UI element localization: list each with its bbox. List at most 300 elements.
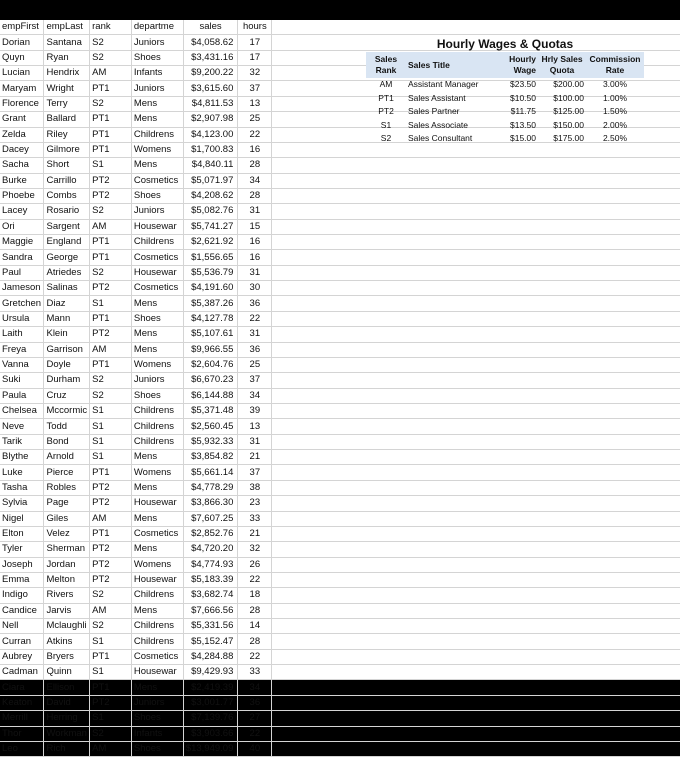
cell-hours[interactable]: 16: [238, 250, 272, 265]
cell-last[interactable]: Riley: [44, 127, 90, 142]
cell-rank[interactable]: AM: [90, 342, 132, 357]
cell-hours[interactable]: 37: [238, 465, 272, 480]
cell-sales[interactable]: $4,058.62: [183, 35, 238, 50]
cell-dept[interactable]: Cosmetics: [131, 526, 183, 541]
cell-sales[interactable]: $2,621.92: [183, 235, 238, 250]
cell-last[interactable]: Rivers: [44, 588, 90, 603]
empty-cell[interactable]: [272, 450, 680, 465]
cell-rank[interactable]: PT1: [90, 235, 132, 250]
cell-rank[interactable]: S1: [90, 634, 132, 649]
cell-hours[interactable]: 25: [238, 112, 272, 127]
cell-dept[interactable]: Childrens: [131, 588, 183, 603]
cell-last[interactable]: George: [44, 250, 90, 265]
cell-rank[interactable]: S2: [90, 373, 132, 388]
cell-sales[interactable]: $4,720.20: [183, 542, 238, 557]
cell-sales[interactable]: $2,852.76: [183, 526, 238, 541]
wages-cell-rank[interactable]: PT2: [378, 106, 394, 116]
cell-hours[interactable]: 17: [238, 50, 272, 65]
cell-hours[interactable]: 25: [238, 357, 272, 372]
cell-rank[interactable]: S1: [90, 434, 132, 449]
wages-cell-quota[interactable]: $175.00: [553, 133, 584, 143]
cell-dept[interactable]: Infants: [131, 726, 183, 741]
cell-sales[interactable]: $9,200.22: [183, 66, 238, 81]
wages-cell-rate[interactable]: 1.50%: [602, 106, 628, 116]
cell-rank[interactable]: S2: [90, 388, 132, 403]
cell-hours[interactable]: 27: [238, 711, 272, 726]
cell-first[interactable]: Thor: [0, 726, 44, 741]
cell-hours[interactable]: 34: [238, 680, 272, 695]
cell-sales[interactable]: $5,082.76: [183, 204, 238, 219]
cell-hours[interactable]: 31: [238, 434, 272, 449]
column-header-hours[interactable]: hours: [238, 20, 272, 35]
cell-last[interactable]: David: [44, 695, 90, 710]
empty-cell[interactable]: [272, 526, 680, 541]
wages-cell-wage[interactable]: $11.75: [510, 106, 536, 116]
cell-sales[interactable]: $4,191.60: [183, 281, 238, 296]
cell-dept[interactable]: Shoes: [131, 388, 183, 403]
cell-first[interactable]: Lacey: [0, 204, 44, 219]
wages-cell-quota[interactable]: $200.00: [553, 79, 584, 89]
cell-last[interactable]: Atriedes: [44, 265, 90, 280]
cell-hours[interactable]: 33: [238, 511, 272, 526]
cell-hours[interactable]: 21: [238, 526, 272, 541]
empty-cell[interactable]: [272, 20, 680, 35]
cell-last[interactable]: Arnold: [44, 450, 90, 465]
cell-rank[interactable]: PT2: [90, 695, 132, 710]
cell-sales[interactable]: $4,284.88: [183, 649, 238, 664]
wages-cell-title[interactable]: Sales Partner: [408, 106, 460, 116]
cell-first[interactable]: Aubrey: [0, 649, 44, 664]
empty-cell[interactable]: [272, 173, 680, 188]
cell-sales[interactable]: $3,854.82: [183, 450, 238, 465]
wages-cell-wage[interactable]: $13.50: [510, 119, 536, 130]
cell-rank[interactable]: PT1: [90, 357, 132, 372]
cell-first[interactable]: Neve: [0, 419, 44, 434]
empty-cell[interactable]: [272, 296, 680, 311]
cell-sales[interactable]: $5,932.33: [183, 434, 238, 449]
cell-last[interactable]: Ellison: [44, 680, 90, 695]
cell-hours[interactable]: 36: [238, 695, 272, 710]
cell-dept[interactable]: Childrens: [131, 619, 183, 634]
cell-hours[interactable]: 32: [238, 66, 272, 81]
empty-cell[interactable]: [272, 434, 680, 449]
cell-dept[interactable]: Shoes: [131, 741, 183, 756]
empty-cell[interactable]: [272, 665, 680, 680]
cell-rank[interactable]: AM: [90, 603, 132, 618]
cell-sales[interactable]: $5,661.14: [183, 465, 238, 480]
cell-hours[interactable]: 32: [238, 542, 272, 557]
cell-dept[interactable]: Cosmetics: [131, 281, 183, 296]
cell-hours[interactable]: 39: [238, 403, 272, 418]
cell-sales[interactable]: $7,139.76: [183, 711, 238, 726]
cell-hours[interactable]: 22: [238, 726, 272, 741]
cell-last[interactable]: Page: [44, 496, 90, 511]
cell-last[interactable]: Diaz: [44, 296, 90, 311]
cell-first[interactable]: Maryam: [0, 81, 44, 96]
cell-rank[interactable]: PT2: [90, 173, 132, 188]
cell-sales[interactable]: $5,107.61: [183, 327, 238, 342]
cell-dept[interactable]: Mens: [131, 450, 183, 465]
cell-sales[interactable]: $7,607.25: [183, 511, 238, 526]
cell-hours[interactable]: 34: [238, 173, 272, 188]
column-header-last[interactable]: empLast: [44, 20, 90, 35]
cell-first[interactable]: Emma: [0, 572, 44, 587]
cell-rank[interactable]: PT2: [90, 572, 132, 587]
cell-hours[interactable]: 30: [238, 281, 272, 296]
wages-cell-rank[interactable]: PT1: [378, 92, 394, 103]
cell-sales[interactable]: $4,127.78: [183, 311, 238, 326]
cell-dept[interactable]: Cosmetics: [131, 649, 183, 664]
cell-first[interactable]: Candice: [0, 603, 44, 618]
empty-cell[interactable]: [272, 204, 680, 219]
cell-last[interactable]: Doyle: [44, 357, 90, 372]
cell-hours[interactable]: 33: [238, 665, 272, 680]
empty-cell[interactable]: [272, 465, 680, 480]
cell-sales[interactable]: $1,556.65: [183, 250, 238, 265]
column-header-rank[interactable]: rank: [90, 20, 132, 35]
cell-dept[interactable]: Cosmetics: [131, 250, 183, 265]
wages-cell-title[interactable]: Sales Consultant: [408, 133, 473, 143]
cell-dept[interactable]: Womens: [131, 465, 183, 480]
wages-cell-quota[interactable]: $150.00: [553, 119, 584, 130]
empty-cell[interactable]: [272, 741, 680, 756]
cell-first[interactable]: Burke: [0, 173, 44, 188]
cell-sales[interactable]: $3,615.60: [183, 81, 238, 96]
cell-last[interactable]: Short: [44, 158, 90, 173]
empty-cell[interactable]: [272, 603, 680, 618]
cell-first[interactable]: Florence: [0, 96, 44, 111]
cell-rank[interactable]: PT1: [90, 526, 132, 541]
cell-sales[interactable]: $7,666.56: [183, 603, 238, 618]
cell-rank[interactable]: PT2: [90, 188, 132, 203]
cell-dept[interactable]: Mens: [131, 96, 183, 111]
cell-dept[interactable]: Mens: [131, 158, 183, 173]
cell-sales[interactable]: $1,700.83: [183, 142, 238, 157]
cell-last[interactable]: Sargent: [44, 219, 90, 234]
cell-rank[interactable]: S2: [90, 96, 132, 111]
cell-dept[interactable]: Juniors: [131, 35, 183, 50]
wages-header-rank[interactable]: Sales Rank: [366, 52, 406, 78]
cell-sales[interactable]: $3,431.16: [183, 50, 238, 65]
cell-last[interactable]: Quinn: [44, 665, 90, 680]
cell-last[interactable]: Garrison: [44, 342, 90, 357]
empty-cell[interactable]: [272, 188, 680, 203]
empty-cell[interactable]: [272, 219, 680, 234]
cell-first[interactable]: Grant: [0, 112, 44, 127]
cell-hours[interactable]: 16: [238, 142, 272, 157]
cell-dept[interactable]: Childrens: [131, 403, 183, 418]
empty-cell[interactable]: [272, 511, 680, 526]
cell-last[interactable]: Gilmore: [44, 142, 90, 157]
cell-last[interactable]: Pierce: [44, 465, 90, 480]
cell-rank[interactable]: AM: [90, 66, 132, 81]
cell-rank[interactable]: PT2: [90, 281, 132, 296]
cell-first[interactable]: Merrill: [0, 711, 44, 726]
empty-cell[interactable]: [272, 726, 680, 741]
cell-first[interactable]: Dorian: [0, 35, 44, 50]
cell-rank[interactable]: S1: [90, 403, 132, 418]
empty-cell[interactable]: [272, 557, 680, 572]
wages-cell-rank[interactable]: S2: [380, 133, 392, 143]
cell-dept[interactable]: Infants: [131, 66, 183, 81]
cell-sales[interactable]: $4,778.29: [183, 480, 238, 495]
cell-dept[interactable]: Juniors: [131, 695, 183, 710]
cell-first[interactable]: Quyn: [0, 50, 44, 65]
cell-last[interactable]: Terry: [44, 96, 90, 111]
cell-last[interactable]: Carrillo: [44, 173, 90, 188]
cell-dept[interactable]: Mens: [131, 112, 183, 127]
cell-hours[interactable]: 16: [238, 235, 272, 250]
cell-last[interactable]: Combs: [44, 188, 90, 203]
cell-dept[interactable]: Mens: [131, 480, 183, 495]
empty-cell[interactable]: [272, 480, 680, 495]
cell-dept[interactable]: Shoes: [131, 50, 183, 65]
cell-dept[interactable]: Shoes: [131, 188, 183, 203]
cell-sales[interactable]: $3,001.77: [183, 695, 238, 710]
empty-cell[interactable]: [272, 265, 680, 280]
cell-sales[interactable]: $4,208.62: [183, 188, 238, 203]
wages-cell-quota[interactable]: $100.00: [553, 92, 584, 103]
wages-header-title[interactable]: Sales Title: [406, 52, 498, 78]
cell-sales[interactable]: $5,071.97: [183, 173, 238, 188]
cell-last[interactable]: Cruz: [44, 388, 90, 403]
cell-sales[interactable]: $3,682.74: [183, 588, 238, 603]
cell-hours[interactable]: 34: [238, 388, 272, 403]
cell-first[interactable]: Gretchen: [0, 296, 44, 311]
cell-rank[interactable]: PT2: [90, 542, 132, 557]
cell-first[interactable]: Sacha: [0, 158, 44, 173]
cell-rank[interactable]: S2: [90, 726, 132, 741]
cell-first[interactable]: Suki: [0, 373, 44, 388]
cell-first[interactable]: Nell: [0, 619, 44, 634]
cell-first[interactable]: Joseph: [0, 557, 44, 572]
empty-cell[interactable]: [272, 496, 680, 511]
cell-rank[interactable]: PT1: [90, 250, 132, 265]
cell-rank[interactable]: S2: [90, 619, 132, 634]
empty-cell[interactable]: [272, 572, 680, 587]
cell-first[interactable]: Indigo: [0, 588, 44, 603]
cell-dept[interactable]: Childrens: [131, 434, 183, 449]
cell-hours[interactable]: 31: [238, 265, 272, 280]
cell-first[interactable]: Nigel: [0, 511, 44, 526]
cell-rank[interactable]: S2: [90, 50, 132, 65]
cell-last[interactable]: Giles: [44, 511, 90, 526]
cell-rank[interactable]: S1: [90, 296, 132, 311]
empty-cell[interactable]: [272, 542, 680, 557]
wages-cell-rate[interactable]: 1.00%: [602, 92, 628, 103]
cell-last[interactable]: Rosario: [44, 204, 90, 219]
cell-hours[interactable]: 38: [238, 480, 272, 495]
cell-last[interactable]: Santana: [44, 35, 90, 50]
column-header-dept[interactable]: departme: [131, 20, 183, 35]
cell-last[interactable]: Klein: [44, 327, 90, 342]
cell-hours[interactable]: 23: [238, 496, 272, 511]
empty-cell[interactable]: [272, 235, 680, 250]
cell-last[interactable]: Rich: [44, 741, 90, 756]
cell-dept[interactable]: Mens: [131, 342, 183, 357]
cell-rank[interactable]: S2: [90, 588, 132, 603]
cell-rank[interactable]: PT2: [90, 557, 132, 572]
cell-rank[interactable]: PT1: [90, 465, 132, 480]
cell-sales[interactable]: $4,840.11: [183, 158, 238, 173]
cell-first[interactable]: Lucian: [0, 66, 44, 81]
empty-cell[interactable]: [272, 403, 680, 418]
cell-first[interactable]: Maggie: [0, 235, 44, 250]
cell-dept[interactable]: Womens: [131, 557, 183, 572]
wages-cell-wage[interactable]: $23.50: [510, 79, 536, 89]
column-header-first[interactable]: empFirst: [0, 20, 44, 35]
cell-last[interactable]: Velez: [44, 526, 90, 541]
wages-cell-wage[interactable]: $15.00: [510, 133, 536, 143]
cell-rank[interactable]: AM: [90, 511, 132, 526]
empty-cell[interactable]: [272, 327, 680, 342]
cell-sales[interactable]: $3,903.66: [183, 726, 238, 741]
cell-rank[interactable]: S1: [90, 711, 132, 726]
cell-rank[interactable]: AM: [90, 741, 132, 756]
wages-cell-title[interactable]: Sales Assistant: [408, 92, 466, 103]
cell-last[interactable]: Mccormic: [44, 403, 90, 418]
empty-cell[interactable]: [272, 158, 680, 173]
cell-dept[interactable]: Mens: [131, 296, 183, 311]
cell-dept[interactable]: Womens: [131, 357, 183, 372]
empty-cell[interactable]: [272, 695, 680, 710]
cell-last[interactable]: Bryers: [44, 649, 90, 664]
cell-last[interactable]: Durham: [44, 373, 90, 388]
cell-rank[interactable]: PT1: [90, 142, 132, 157]
cell-hours[interactable]: 22: [238, 649, 272, 664]
cell-dept[interactable]: Juniors: [131, 204, 183, 219]
cell-hours[interactable]: 13: [238, 96, 272, 111]
cell-last[interactable]: Jordan: [44, 557, 90, 572]
cell-first[interactable]: Cadman: [0, 665, 44, 680]
wages-cell-rank[interactable]: AM: [379, 79, 393, 89]
cell-first[interactable]: Paul: [0, 265, 44, 280]
cell-hours[interactable]: 14: [238, 619, 272, 634]
cell-hours[interactable]: 22: [238, 127, 272, 142]
cell-dept[interactable]: Cosmetics: [131, 173, 183, 188]
cell-sales[interactable]: $5,387.26: [183, 296, 238, 311]
cell-sales[interactable]: $5,371.48: [183, 403, 238, 418]
cell-dept[interactable]: Mens: [131, 327, 183, 342]
empty-cell[interactable]: [272, 711, 680, 726]
cell-hours[interactable]: 22: [238, 311, 272, 326]
cell-last[interactable]: Hendrix: [44, 66, 90, 81]
empty-cell[interactable]: [272, 373, 680, 388]
cell-hours[interactable]: 31: [238, 327, 272, 342]
wages-cell-quota[interactable]: $125.00: [553, 106, 584, 116]
cell-hours[interactable]: 13: [238, 419, 272, 434]
cell-rank[interactable]: S2: [90, 204, 132, 219]
cell-sales[interactable]: $5,183.39: [183, 572, 238, 587]
cell-last[interactable]: Herring: [44, 711, 90, 726]
wages-cell-title[interactable]: Assistant Manager: [408, 79, 479, 89]
cell-sales[interactable]: $2,907.98: [183, 112, 238, 127]
cell-first[interactable]: Sylvia: [0, 496, 44, 511]
cell-sales[interactable]: $6,670.23: [183, 373, 238, 388]
cell-dept[interactable]: Mens: [131, 680, 183, 695]
cell-last[interactable]: Workman: [44, 726, 90, 741]
cell-dept[interactable]: Housewar: [131, 572, 183, 587]
cell-last[interactable]: Wright: [44, 81, 90, 96]
cell-sales[interactable]: $5,741.27: [183, 219, 238, 234]
cell-hours[interactable]: 28: [238, 603, 272, 618]
cell-sales[interactable]: $2,560.45: [183, 419, 238, 434]
wages-cell-rate[interactable]: 2.50%: [602, 133, 628, 143]
cell-first[interactable]: Elton: [0, 526, 44, 541]
cell-hours[interactable]: 17: [238, 35, 272, 50]
cell-sales[interactable]: $4,123.00: [183, 127, 238, 142]
cell-sales[interactable]: $2,419.39: [183, 680, 238, 695]
cell-rank[interactable]: PT2: [90, 480, 132, 495]
cell-sales[interactable]: $13,949.09: [183, 741, 238, 756]
cell-rank[interactable]: S1: [90, 419, 132, 434]
cell-last[interactable]: Bond: [44, 434, 90, 449]
cell-rank[interactable]: S1: [90, 158, 132, 173]
cell-dept[interactable]: Childrens: [131, 419, 183, 434]
empty-cell[interactable]: [272, 357, 680, 372]
cell-dept[interactable]: Womens: [131, 142, 183, 157]
wages-header-quota[interactable]: Hrly Sales Quota: [538, 52, 586, 78]
cell-dept[interactable]: Juniors: [131, 81, 183, 96]
wages-cell-rate[interactable]: 3.00%: [602, 79, 628, 89]
cell-first[interactable]: Laith: [0, 327, 44, 342]
cell-sales[interactable]: $5,152.47: [183, 634, 238, 649]
cell-rank[interactable]: PT2: [90, 327, 132, 342]
cell-rank[interactable]: PT1: [90, 112, 132, 127]
cell-rank[interactable]: PT1: [90, 680, 132, 695]
cell-last[interactable]: Sherman: [44, 542, 90, 557]
cell-first[interactable]: Blythe: [0, 450, 44, 465]
cell-hours[interactable]: 22: [238, 572, 272, 587]
empty-cell[interactable]: [272, 649, 680, 664]
cell-sales[interactable]: $4,774.93: [183, 557, 238, 572]
cell-rank[interactable]: PT1: [90, 81, 132, 96]
cell-dept[interactable]: Childrens: [131, 634, 183, 649]
cell-last[interactable]: England: [44, 235, 90, 250]
empty-cell[interactable]: [272, 419, 680, 434]
cell-rank[interactable]: PT1: [90, 649, 132, 664]
cell-rank[interactable]: PT1: [90, 127, 132, 142]
cell-sales[interactable]: $5,536.79: [183, 265, 238, 280]
cell-sales[interactable]: $9,966.55: [183, 342, 238, 357]
cell-dept[interactable]: Shoes: [131, 311, 183, 326]
cell-first[interactable]: Paula: [0, 388, 44, 403]
wages-cell-rate[interactable]: 2.00%: [602, 119, 628, 130]
cell-hours[interactable]: 31: [238, 204, 272, 219]
cell-first[interactable]: Sandra: [0, 250, 44, 265]
cell-rank[interactable]: PT2: [90, 496, 132, 511]
cell-first[interactable]: Keaton: [0, 695, 44, 710]
cell-hours[interactable]: 21: [238, 450, 272, 465]
cell-first[interactable]: Tarik: [0, 434, 44, 449]
cell-first[interactable]: Ciara: [0, 680, 44, 695]
cell-dept[interactable]: Mens: [131, 542, 183, 557]
cell-last[interactable]: Robles: [44, 480, 90, 495]
cell-last[interactable]: Todd: [44, 419, 90, 434]
cell-dept[interactable]: Housewar: [131, 219, 183, 234]
empty-cell[interactable]: [272, 311, 680, 326]
cell-rank[interactable]: AM: [90, 219, 132, 234]
cell-last[interactable]: Ryan: [44, 50, 90, 65]
cell-dept[interactable]: Housewar: [131, 265, 183, 280]
cell-first[interactable]: Chelsea: [0, 403, 44, 418]
wages-header-wage[interactable]: Hourly Wage: [498, 52, 538, 78]
wages-header-rate[interactable]: Commission Rate: [586, 52, 644, 78]
empty-cell[interactable]: [272, 588, 680, 603]
cell-first[interactable]: Tasha: [0, 480, 44, 495]
cell-dept[interactable]: Childrens: [131, 235, 183, 250]
column-header-sales[interactable]: sales: [183, 20, 238, 35]
